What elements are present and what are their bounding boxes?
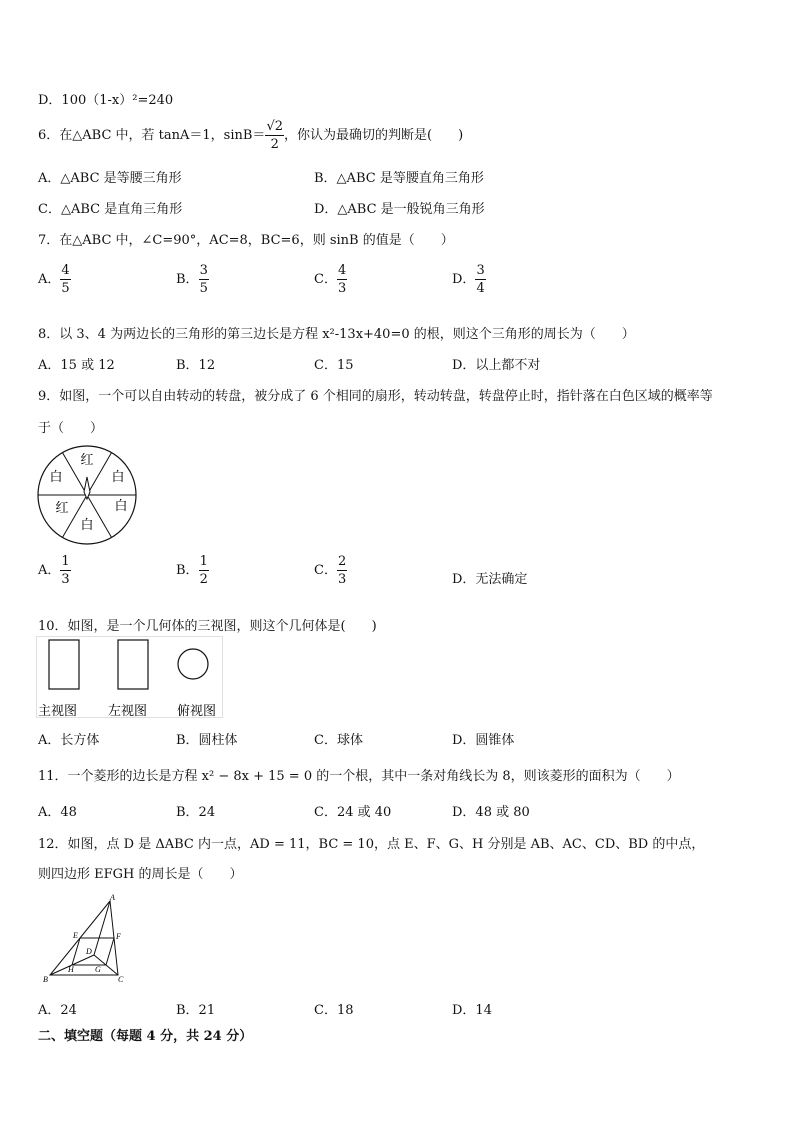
q6-sinb-fraction	[265, 120, 284, 151]
q7-option-a	[38, 264, 71, 295]
q6-option-b: B．△ABC 是等腰直角三角形	[314, 171, 484, 186]
q9-stem-line2: 于（ ）	[38, 421, 104, 436]
sector-label: 红	[55, 501, 69, 516]
q5-option-d: D．100（1-x）²=240	[38, 93, 174, 108]
q12-option-b: B．21	[176, 1003, 216, 1018]
q9-option-d: D．无法确定	[452, 572, 528, 587]
q6-option-a: A．△ABC 是等腰三角形	[38, 171, 182, 186]
q6-option-c: C．△ABC 是直角三角形	[38, 202, 183, 217]
label-e: E	[73, 931, 78, 940]
label-d: D	[86, 947, 92, 956]
top-view-label: 俯视图	[177, 704, 217, 718]
q11-stem: 11．一个菱形的边长是方程 x² − 8x + 15 = 0 的一个根，其中一条对角线长为 8，则该菱形的面积为（ ）	[38, 769, 680, 784]
q9-option-a	[38, 555, 71, 586]
q12-stem-line2: 则四边形 EFGH 的周长是（ ）	[38, 867, 243, 882]
q10-option-b: B．圆柱体	[176, 733, 238, 748]
q11-option-a: A．48	[38, 805, 77, 820]
label-a: A	[110, 893, 115, 902]
q7-option-a-label: A．	[38, 272, 61, 287]
q8-option-c: C．15	[314, 358, 354, 373]
q9-option-c	[314, 555, 347, 586]
quadrilateral-figure	[40, 893, 130, 985]
q9-option-b-den: 2	[199, 572, 208, 587]
q7-option-a-den: 5	[61, 281, 70, 296]
q11-option-b: B．24	[176, 805, 216, 820]
left-view-rect	[118, 640, 148, 689]
q9-option-c-den: 3	[337, 572, 347, 587]
q9-option-a-den: 3	[61, 572, 70, 587]
q7-option-d-num: 3	[476, 263, 485, 278]
sector-label: 红	[80, 453, 94, 468]
q8-stem: 8．以 3、4 为两边长的三角形的第三边长是方程 x²-13x+40=0 的根，则这个三角形的周长为（ ）	[38, 327, 635, 342]
section-title: 二、填空题（每题 4 分，共 24 分）	[38, 1029, 253, 1044]
front-view-label: 主视图	[38, 704, 78, 718]
q12-option-a: A．24	[38, 1003, 77, 1018]
q7-option-c-label: C．	[314, 272, 337, 287]
q12-option-c: C．18	[314, 1003, 354, 1018]
q9-option-b-label: B．	[176, 563, 199, 578]
q7-option-c-den: 3	[337, 281, 347, 296]
q6-stem	[38, 120, 463, 151]
left-view-label: 左视图	[108, 704, 148, 718]
label-g: G	[95, 965, 101, 974]
q8-option-a: A．15 或 12	[38, 358, 115, 373]
q10-option-d: D．圆锥体	[452, 733, 515, 748]
quad-efgh	[72, 938, 114, 965]
label-c: C	[118, 975, 124, 984]
q7-option-d	[452, 264, 486, 295]
q9-option-b-num: 1	[199, 554, 208, 569]
label-h: H	[68, 965, 74, 974]
front-view-rect	[49, 640, 79, 689]
q10-option-a: A．长方体	[38, 733, 100, 748]
q7-stem: 7．在△ABC 中，∠C=90°，AC=8，BC=6，则 sinB 的值是（ ）	[38, 233, 454, 248]
q11-option-d: D．48 或 80	[452, 805, 530, 820]
q12-option-d: D．14	[452, 1003, 492, 1018]
q7-option-b-label: B．	[176, 272, 199, 287]
q9-option-b	[176, 555, 209, 586]
q7-option-b-num: 3	[199, 263, 208, 278]
q9-option-a-num: 1	[61, 554, 70, 569]
q7-option-c	[314, 264, 347, 295]
q7-option-a-num: 4	[61, 263, 70, 278]
q7-option-d-den: 4	[476, 281, 485, 296]
label-f: F	[116, 932, 121, 941]
q7-option-b-den: 5	[199, 281, 208, 296]
q9-option-c-num: 2	[337, 554, 347, 569]
sector-label: 白	[114, 499, 128, 514]
q12-stem-line1: 12．如图，点 D 是 ΔABC 内一点，AD = 11，BC = 10，点 E、F、G、H 分别是 AB、AC、CD、BD 的中点，	[38, 837, 705, 852]
label-b: B	[43, 975, 48, 984]
spinner-figure	[36, 444, 138, 546]
top-view-circle	[178, 649, 208, 679]
q10-option-c: C．球体	[314, 733, 363, 748]
q6-option-d: D．△ABC 是一般锐角三角形	[314, 202, 485, 217]
sector-label: 白	[111, 470, 125, 485]
q6-stem-prefix: 6．在△ABC 中，若 tanA＝1，sinB＝	[38, 128, 266, 143]
q10-stem: 10．如图，是一个几何体的三视图，则这个几何体是( )	[38, 619, 377, 634]
q7-option-d-label: D．	[452, 272, 476, 287]
q6-sinb-denominator: 2	[270, 137, 279, 152]
segment-ad	[94, 901, 110, 955]
q9-stem-line1: 9．如图，一个可以自由转动的转盘，被分成了 6 个相同的扇形，转动转盘，转盘停止时，指针落在白色区域的概率等	[38, 389, 713, 404]
q7-option-c-num: 4	[337, 263, 347, 278]
q9-option-c-label: C．	[314, 563, 337, 578]
q8-option-b: B．12	[176, 358, 216, 373]
sector-label: 白	[80, 518, 94, 533]
q7-option-b	[176, 264, 209, 295]
sector-label: 白	[49, 470, 63, 485]
q11-option-c: C．24 或 40	[314, 805, 392, 820]
q8-option-d: D．以上都不对	[452, 358, 541, 373]
three-view-figure	[36, 636, 224, 718]
q6-sinb-numerator: √2	[266, 119, 283, 134]
q9-option-a-label: A．	[38, 563, 61, 578]
q6-stem-suffix: ，你认为最确切的判断是( )	[284, 128, 464, 143]
